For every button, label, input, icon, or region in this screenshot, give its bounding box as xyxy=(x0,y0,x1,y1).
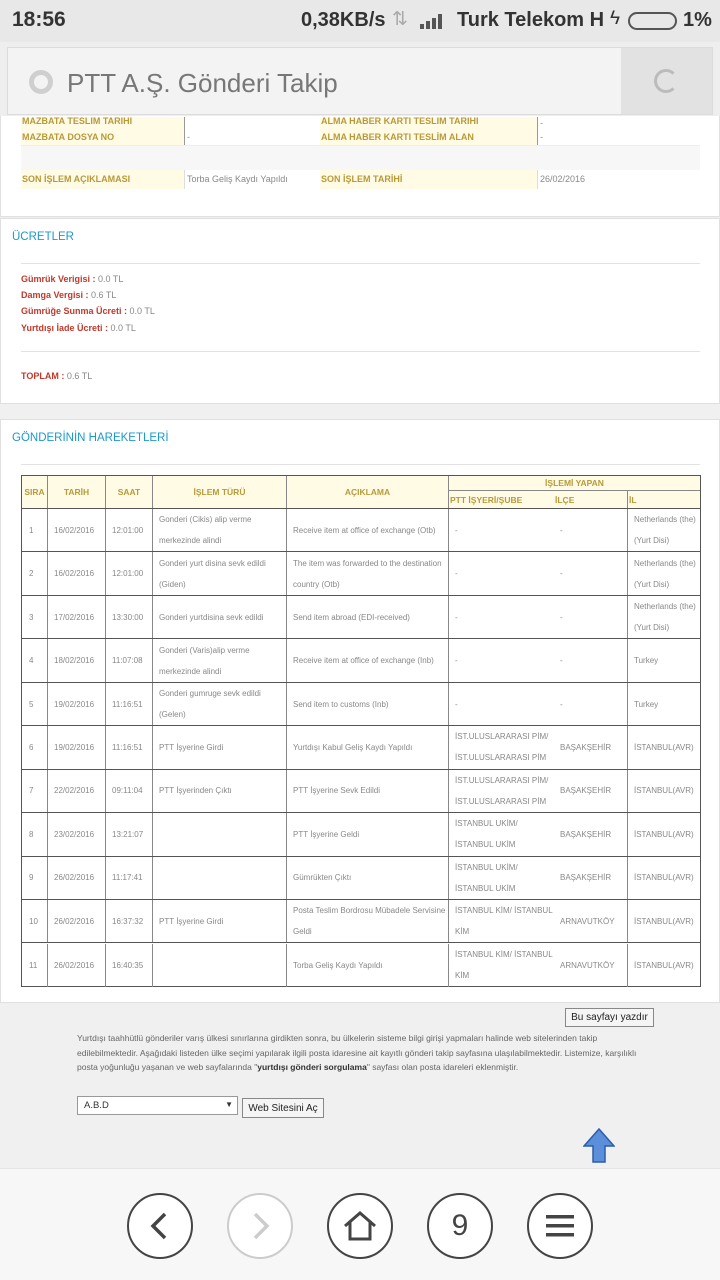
fee-line: Gümrüğe Sunma Ücreti : 0.0 TL xyxy=(21,306,155,316)
tabs-button[interactable] xyxy=(427,1193,493,1259)
cell-tarih: 26/02/2016 xyxy=(47,857,105,899)
open-website-button[interactable]: Web Sitesini Aç xyxy=(242,1098,324,1118)
cell-il: Turkey xyxy=(627,683,700,725)
table-row xyxy=(22,683,700,726)
cell-tarih: 19/02/2016 xyxy=(47,683,105,725)
table-row xyxy=(22,770,700,813)
cell-saat: 12:01:00 xyxy=(105,552,152,594)
charging-icon: ϟ xyxy=(610,8,621,29)
menu-button[interactable] xyxy=(527,1193,593,1259)
status-network-speed: 0,38KB/s xyxy=(301,9,386,31)
cell-sube: İSTANBUL KİM/ İSTANBUL KİM xyxy=(448,944,554,987)
signal-icon xyxy=(420,11,446,29)
info-label: SON İŞLEM AÇIKLAMASI xyxy=(21,170,184,189)
cell-ilce: BAŞAKŞEHİR xyxy=(560,873,612,883)
cell-sube: İST.ULUSLARARASI PİM/ İST.ULUSLARARASI PİM xyxy=(448,770,554,812)
battery-percent: 1% xyxy=(683,9,712,31)
table-row xyxy=(22,639,700,682)
info-row xyxy=(21,170,700,189)
cell-sube: - xyxy=(448,596,554,638)
cell-aciklama: Receive item at office of exchange (Otb) xyxy=(286,509,448,551)
info-label: MAZBATA DOSYA NO xyxy=(21,129,184,145)
info-value: - xyxy=(537,129,700,145)
cell-tur: Gonderi yurtdisina sevk edildi xyxy=(152,596,286,638)
cell-tarih: 22/02/2016 xyxy=(47,770,105,812)
cell-il: Netherlands (the) (Yurt Disi) xyxy=(627,596,700,638)
cell-sube: - xyxy=(448,509,554,551)
cell-tarih: 26/02/2016 xyxy=(47,944,105,987)
cell-ilce: BAŞAKŞEHİR xyxy=(560,829,612,839)
col-saat: SAAT xyxy=(105,476,152,508)
cell-tur xyxy=(152,944,286,987)
cell-aciklama: Send item to customs (Inb) xyxy=(286,683,448,725)
col-ilce: İLÇE xyxy=(554,491,627,508)
cell-sira: 1 xyxy=(29,525,34,535)
table-row xyxy=(22,509,700,552)
cell-tur: PTT İşyerine Girdi xyxy=(152,900,286,942)
col-sube: PTT İŞYERİ/ŞUBE xyxy=(448,491,554,508)
cell-saat: 11:16:51 xyxy=(105,683,152,725)
cell-sira: 7 xyxy=(29,786,34,796)
movements-title: GÖNDERİNİN HAREKETLERİ xyxy=(12,432,169,444)
cell-sira: 9 xyxy=(29,873,34,883)
col-il: İL xyxy=(627,491,700,508)
print-page-button[interactable]: Bu sayfayı yazdır xyxy=(565,1008,654,1027)
shipment-info-panel xyxy=(0,116,720,217)
cell-il: İSTANBUL(AVR) xyxy=(627,944,700,987)
cell-saat: 11:17:41 xyxy=(105,857,152,899)
cell-sube: - xyxy=(448,683,554,725)
data-transfer-icon: ⇅ xyxy=(392,9,408,30)
status-carrier: Turk Telekom H xyxy=(457,9,605,31)
cell-ilce: ARNAVUTKÖY xyxy=(560,916,615,926)
cell-il: İSTANBUL(AVR) xyxy=(627,857,700,899)
scroll-to-top-icon[interactable] xyxy=(583,1128,615,1164)
status-time: 18:56 xyxy=(12,8,66,31)
cell-il: Turkey xyxy=(627,639,700,681)
cell-aciklama: Send item abroad (EDI-received) xyxy=(286,596,448,638)
cell-il: Netherlands (the) (Yurt Disi) xyxy=(627,509,700,551)
info-value: Torba Geliş Kaydı Yapıldı xyxy=(184,170,320,189)
status-bar xyxy=(0,0,720,42)
cell-il: İSTANBUL(AVR) xyxy=(627,770,700,812)
table-row xyxy=(22,596,700,639)
cell-aciklama: Receive item at office of exchange (Inb) xyxy=(286,639,448,681)
info-label: ALMA HABER KARTI TESLİM ALAN xyxy=(320,129,537,145)
divider xyxy=(21,351,700,352)
cell-aciklama: Torba Geliş Kaydı Yapıldı xyxy=(286,944,448,987)
reload-icon xyxy=(654,69,678,93)
table-row xyxy=(22,900,700,943)
info-label: ALMA HABER KARTI TESLİM TARİHİ xyxy=(320,117,537,129)
back-button[interactable] xyxy=(127,1193,193,1259)
cell-ilce: BAŞAKŞEHİR xyxy=(560,742,612,752)
col-islemi-yapan: İŞLEMİ YAPAN xyxy=(448,476,700,491)
menu-icon xyxy=(546,1215,574,1237)
cell-tur: PTT İşyerine Girdi xyxy=(152,726,286,768)
cell-aciklama: Gümrükten Çıktı xyxy=(286,857,448,899)
cell-il: İSTANBUL(AVR) xyxy=(627,900,700,942)
table-header xyxy=(22,476,700,509)
cell-aciklama: The item was forwarded to the destination country (Otb) xyxy=(286,552,448,594)
home-icon xyxy=(342,1210,378,1242)
cell-sira: 5 xyxy=(29,699,34,709)
divider xyxy=(21,464,700,465)
table-row xyxy=(22,857,700,900)
movements-panel xyxy=(0,419,720,1003)
reload-button[interactable] xyxy=(621,48,712,114)
cell-sube: - xyxy=(448,552,554,594)
cell-sube: - xyxy=(448,639,554,681)
cell-ilce: - xyxy=(560,656,563,666)
cell-tarih: 19/02/2016 xyxy=(47,726,105,768)
foreign-tracking-notice: Yurtdışı taahhütlü gönderiler varış ülkesi sınırlarına girdikten sonra, bu ülkelerin sisteme bilgi girişi yapmaları halinde web sitelerinden takip edilebilmektedir. Aşağıdaki listeden ülke seçimi yapılarak ilgili posta idaresine ait kayıtlı gönderi takip sayfasına ulaşılabilmektedir. Listemize, karşılıklı posta yoğunluğu yaşanan ve web sayfalarında "yurtdışı gönderi sorgulama" sayfası olan posta idareleri eklenmiştir. xyxy=(77,1033,637,1072)
cell-ilce: - xyxy=(560,699,563,709)
info-value: - xyxy=(184,129,320,145)
table-row xyxy=(22,726,700,769)
cell-sube: İSTANBUL UKİM/ İSTANBUL UKİM xyxy=(448,857,554,899)
cell-il: Netherlands (the) (Yurt Disi) xyxy=(627,552,700,594)
cell-tarih: 18/02/2016 xyxy=(47,639,105,681)
fees-title: ÜCRETLER xyxy=(12,231,74,243)
info-row xyxy=(21,129,700,145)
cell-aciklama: PTT İşyerine Sevk Edildi xyxy=(286,770,448,812)
cell-sira: 10 xyxy=(29,916,38,926)
cell-saat: 16:37:32 xyxy=(105,900,152,942)
cell-saat: 16:40:35 xyxy=(105,944,152,987)
browser-bottom-nav xyxy=(0,1168,720,1280)
cell-tarih: 16/02/2016 xyxy=(47,509,105,551)
site-icon xyxy=(29,70,53,94)
fee-line: Gümrük Verigisi : 0.0 TL xyxy=(21,274,124,284)
forward-button[interactable] xyxy=(227,1193,293,1259)
page-content xyxy=(0,116,720,1168)
home-button[interactable] xyxy=(327,1193,393,1259)
movements-table xyxy=(21,475,701,987)
cell-il: İSTANBUL(AVR) xyxy=(627,813,700,855)
cell-saat: 12:01:00 xyxy=(105,509,152,551)
col-islem-turu: İŞLEM TÜRÜ xyxy=(152,476,286,508)
cell-sube: İST.ULUSLARARASI PİM/ İST.ULUSLARARASI PİM xyxy=(448,726,554,768)
chevron-down-icon: ▼ xyxy=(225,1100,233,1109)
country-select[interactable] xyxy=(77,1096,238,1115)
cell-sira: 4 xyxy=(29,656,34,666)
cell-sira: 8 xyxy=(29,829,34,839)
cell-ilce: - xyxy=(560,525,563,535)
table-row xyxy=(22,944,700,987)
cell-saat: 13:21:07 xyxy=(105,813,152,855)
table-row xyxy=(22,813,700,856)
cell-tur: Gonderi (Varis)alip verme merkezinde alindi xyxy=(152,639,286,681)
arrow-right-icon xyxy=(248,1211,272,1241)
table-row xyxy=(22,552,700,595)
country-selected: A.B.D xyxy=(84,1100,109,1111)
cell-sira: 11 xyxy=(29,960,38,970)
info-value: 26/02/2016 xyxy=(537,170,700,189)
cell-ilce: - xyxy=(560,612,563,622)
cell-aciklama: Posta Teslim Bordrosu Mübadele Servisine Geldi xyxy=(286,900,448,942)
cell-tur xyxy=(152,813,286,855)
cell-saat: 11:16:51 xyxy=(105,726,152,768)
table-body xyxy=(22,509,700,987)
battery-icon xyxy=(628,12,677,30)
fee-line: Damga Vergisi : 0.6 TL xyxy=(21,290,117,300)
tab-count: 9 xyxy=(451,1209,469,1242)
fee-line: Yurtdışı İade Ücreti : 0.0 TL xyxy=(21,323,136,333)
info-label: MAZBATA TESLİM TARİHİ xyxy=(21,117,184,129)
cell-tarih: 16/02/2016 xyxy=(47,552,105,594)
cell-ilce: BAŞAKŞEHİR xyxy=(560,786,612,796)
cell-tur xyxy=(152,857,286,899)
arrow-left-icon xyxy=(148,1211,172,1241)
cell-tur: Gonderi yurt disina sevk edildi (Giden) xyxy=(152,552,286,594)
cell-tarih: 17/02/2016 xyxy=(47,596,105,638)
info-row-spacer xyxy=(21,145,700,170)
cell-tarih: 23/02/2016 xyxy=(47,813,105,855)
cell-saat: 13:30:00 xyxy=(105,596,152,638)
col-tarih: TARİH xyxy=(47,476,105,508)
fee-total: TOPLAM : 0.6 TL xyxy=(21,371,93,381)
fees-panel xyxy=(0,218,720,404)
cell-tur: PTT İşyerinden Çıktı xyxy=(152,770,286,812)
cell-sira: 3 xyxy=(29,612,34,622)
cell-tarih: 26/02/2016 xyxy=(47,900,105,942)
col-sira: SIRA xyxy=(22,476,47,508)
page-title[interactable]: PTT A.Ş. Gönderi Takip xyxy=(67,68,338,98)
info-label: SON İŞLEM TARİHİ xyxy=(320,170,537,189)
cell-sira: 2 xyxy=(29,569,34,579)
cell-tur: Gonderi (Cikis) alip verme merkezinde alindi xyxy=(152,509,286,551)
cell-tur: Gonderi gumruge sevk edildi (Gelen) xyxy=(152,683,286,725)
cell-il: İSTANBUL(AVR) xyxy=(627,726,700,768)
info-row xyxy=(21,117,700,129)
divider xyxy=(21,263,700,264)
cell-sube: İSTANBUL KİM/ İSTANBUL KİM xyxy=(448,900,554,942)
cell-aciklama: PTT İşyerine Geldi xyxy=(286,813,448,855)
address-bar[interactable] xyxy=(7,47,713,115)
cell-sira: 6 xyxy=(29,742,34,752)
cell-saat: 09:11:04 xyxy=(105,770,152,812)
col-aciklama: AÇIKLAMA xyxy=(286,476,448,508)
cell-ilce: ARNAVUTKÖY xyxy=(560,960,615,970)
cell-sube: İSTANBUL UKİM/ İSTANBUL UKİM xyxy=(448,813,554,855)
cell-saat: 11:07:08 xyxy=(105,639,152,681)
info-value xyxy=(184,117,320,129)
cell-aciklama: Yurtdışı Kabul Geliş Kaydı Yapıldı xyxy=(286,726,448,768)
cell-ilce: - xyxy=(560,569,563,579)
info-value: - xyxy=(537,117,700,129)
